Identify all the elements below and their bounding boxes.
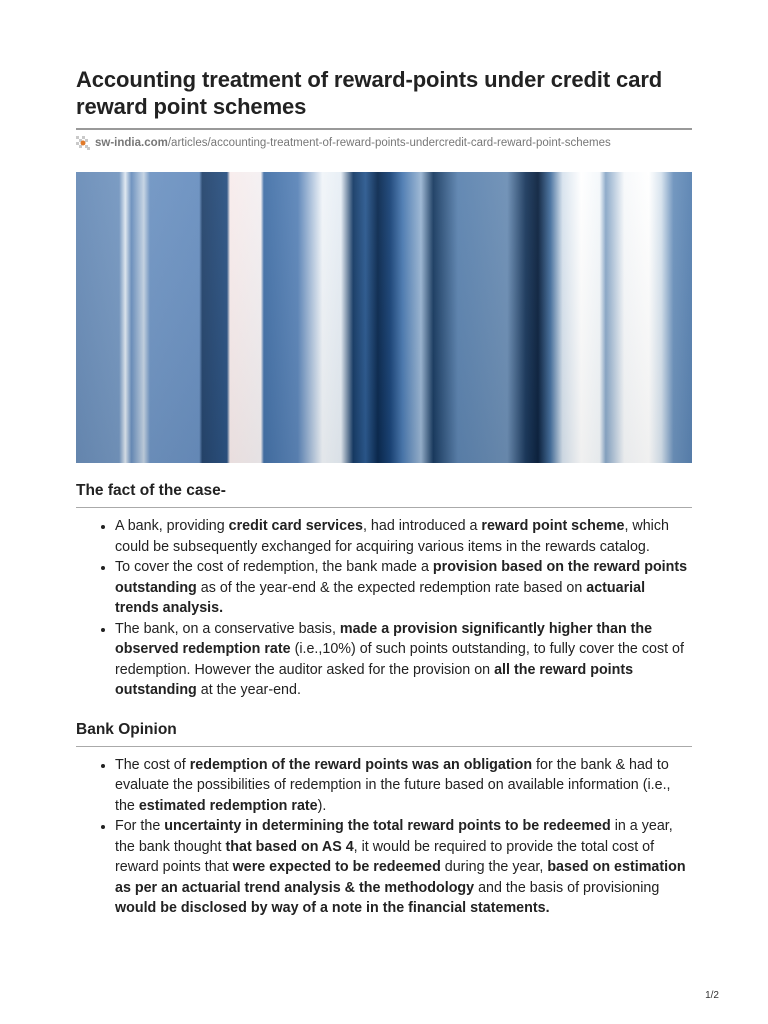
body-text: at the year-end. — [196, 682, 301, 698]
page-content — [76, 0, 692, 919]
bold-text: all the reward points outstanding — [115, 661, 634, 698]
body-text: For the — [115, 818, 165, 834]
body-text: , which could be subsequently exchanged for acquiring various items in the rewards catalog. — [115, 518, 669, 555]
body-text: as of the year-end & the expected redemption rate based on — [196, 579, 587, 596]
body-text: in a year, the bank thought — [115, 818, 673, 855]
body-text: for the bank & had to evaluate the possibilities of redemption in the future based on available information (i.e., the — [115, 756, 671, 814]
bold-text: that based on AS 4 — [225, 838, 354, 855]
source-line[interactable] — [76, 134, 692, 152]
page-title: Accounting treatment of reward-points under credit card reward point schemes — [76, 67, 663, 119]
bold-text: actuarial trends analysis. — [115, 579, 646, 616]
section-heading-bank-opinion: Bank Opinion — [76, 721, 692, 747]
source-path[interactable]: /articles/accounting-treatment-of-reward-points-undercredit-card-reward-point-schemes — [167, 137, 611, 149]
bold-text: reward point scheme — [481, 518, 625, 534]
page-number: 1/2 — [705, 990, 719, 1001]
source-domain[interactable]: sw-india.com — [95, 137, 168, 149]
body-text: ). — [317, 797, 327, 814]
body-text: To cover the cost of redemption, the bank made a — [115, 559, 433, 575]
body-text: The bank, on a conservative basis, — [115, 620, 340, 637]
list-item — [115, 516, 692, 557]
bold-text: credit card services — [228, 518, 363, 534]
site-favicon-icon — [76, 136, 90, 150]
section-heading-facts: The fact of the case- — [76, 482, 692, 508]
list-item — [115, 557, 692, 619]
bold-text: estimated redemption rate — [138, 797, 318, 814]
bold-text: provision based on the reward points outstanding — [115, 559, 688, 596]
bold-text: would be disclosed by way of a note in the financial statements. — [115, 900, 550, 916]
body-text: (i.e.,10%) of such points outstanding, to fully cover the cost of redemption. However the auditor asked for the provision on — [115, 641, 684, 678]
bold-text: were expected to be redeemed — [232, 859, 441, 875]
list-item — [115, 755, 692, 817]
body-text: , had introduced a — [362, 518, 482, 534]
hero-image — [76, 172, 692, 463]
body-text: and the basis of provisioning — [474, 879, 660, 896]
bold-text: made a provision significantly higher than the observed redemption rate — [115, 620, 653, 657]
list-item — [115, 619, 692, 701]
bold-text: uncertainty in determining the total reward points to be redeemed — [164, 818, 611, 834]
body-text: , it would be required to provide the total cost of reward points that — [115, 838, 655, 875]
title-divider — [76, 128, 692, 130]
bold-text: based on estimation as per an actuarial trend analysis & the methodology — [115, 859, 686, 896]
list-item — [115, 816, 692, 919]
facts-list — [76, 516, 692, 701]
body-text: A bank, providing — [115, 518, 229, 534]
body-text: during the year, — [440, 859, 548, 875]
bold-text: redemption of the reward points was an obligation — [189, 756, 533, 773]
opinion-list — [76, 755, 692, 919]
body-text: The cost of — [115, 756, 190, 773]
